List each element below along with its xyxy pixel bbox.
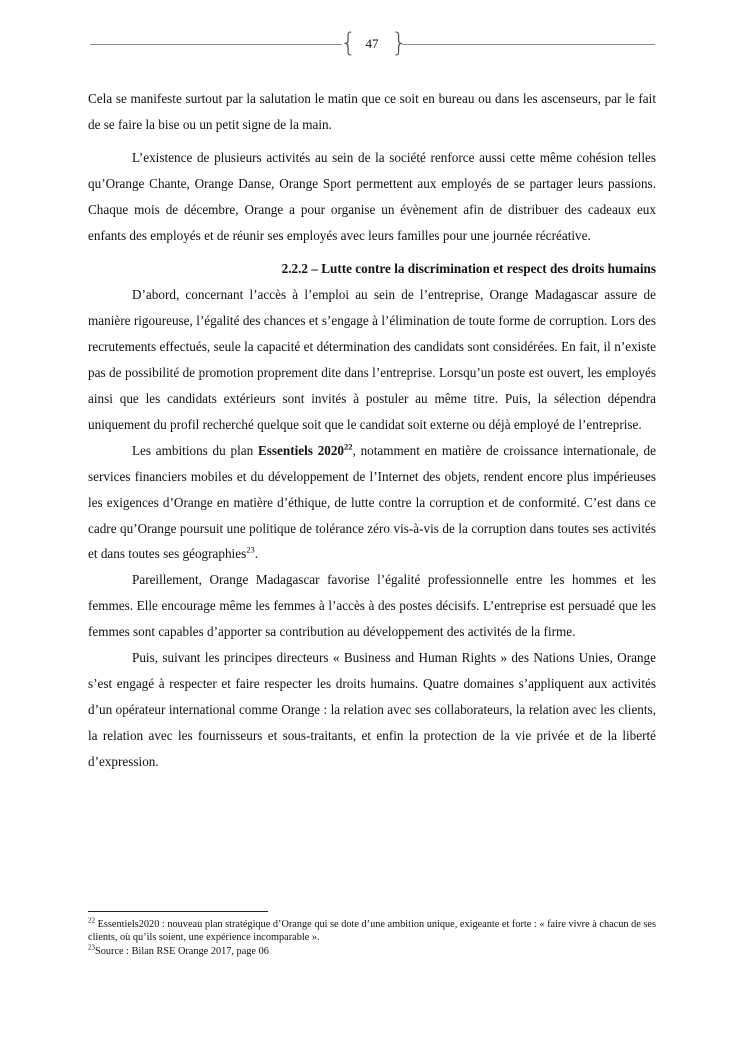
header-rule-right xyxy=(402,44,655,45)
paragraph-4-start: Les ambitions du plan xyxy=(132,442,258,458)
paragraph-1: Cela se manifeste surtout par la salutation le matin que ce soit en bureau ou dans les ascenseurs, par le fait de se faire la bise ou un petit signe de la main. xyxy=(88,91,656,132)
paragraph-2: L’existence de plusieurs activités au sein de la société renforce aussi cette même cohésion telles qu’Orange Chante, Orange Danse, Orange Sport permettent aux employés de se partager leurs passions. Chaque mois de décembre, Orange a pour organise un évènement afin de distribuer des cadeaux eux enfants des employés et de réunir ses employés avec leurs familles pour une journée récréative. xyxy=(88,149,656,243)
paragraph-6: Puis, suivant les principes directeurs « Business and Human Rights » des Nations Unies, Orange s’est engagé à respecter et faire respecter les droits humains. Quatre domaines s’appliquent aux activités d’un opérateur international comme Orange : la relation avec ses collaborateurs, la relation avec les clients, la relation avec les fournisseurs et sous-traitants, et enfin la protection de la vie privée et de la liberté d’expression. xyxy=(88,650,656,769)
footnote-23 xyxy=(88,945,656,958)
paragraph-3: D’abord, concernant l’accès à l’emploi au sein de l’entreprise, Orange Madagascar assure de manière rigoureuse, l’égalité des chances et s’engage à l’élimination de toute forme de corruption. Lors des recrutements effectués, seule la capacité et détermination des candidats sont considérées. En fait, il n’existe pas de possibilité de promotion proprement dite dans l’entreprise. Lorsqu’un poste est ouvert, les employés ainsi que les candidats extérieurs sont invités à postuler au même titre. Puis, la sélection dépendra uniquement du profil recherché quelque soit que le candidat soit externe ou déjà employé de l’entreprise. xyxy=(88,287,656,432)
footnote-ref-22: 22 xyxy=(344,441,353,452)
section-heading: 2.2.2 – Lutte contre la discrimination et respect des droits humains xyxy=(281,261,656,277)
footnote-separator xyxy=(88,911,268,912)
header-rule-left xyxy=(90,44,342,45)
paragraph-4 xyxy=(88,438,656,568)
right-brace-ornament: } xyxy=(391,28,408,58)
left-brace-ornament: { xyxy=(340,28,357,58)
paragraph-4-end: . xyxy=(254,546,259,562)
footnote-23-number: 23 xyxy=(88,943,95,952)
essentiels-2020-term: Essentiels 2020 xyxy=(257,442,345,458)
paragraph-4-rest: , notamment en matière de croissance internationale, de services financiers mobiles et du développement de l’Internet des objets, rendent encore plus impérieuses les exigences d’Orange en matière d’éthique, de lutte contre la corruption et de conformité. C’est dans ce cadre qu’Orange poursuit une politique de tolérance zéro vis-à-vis de la corruption dans toutes ses activités et dans toutes ses géographies xyxy=(88,442,656,562)
footnotes xyxy=(88,911,656,958)
footnote-23-text: Source : Bilan RSE Orange 2017, page 06 xyxy=(95,945,269,957)
footnote-22-text: Essentiels2020 : nouveau plan stratégique d’Orange qui se dote d’une ambition unique, exigeante et forte : « faire vivre à chacun de ses clients, où qu’ils soient, une expérience incomparable ». xyxy=(88,919,656,944)
page-header xyxy=(90,28,655,58)
footnote-22-number: 22 xyxy=(88,916,95,925)
paragraph-5: Pareillement, Orange Madagascar favorise l’égalité professionnelle entre les hommes et les femmes. Elle encourage même les femmes à l’accès à des postes décisifs. L’entreprise est persuadé que les femmes sont capables d’apporter sa contribution au développement des activités de la firme. xyxy=(88,572,656,640)
page-number: 47 xyxy=(365,36,379,51)
body-text xyxy=(88,86,656,775)
footnote-ref-23: 23 xyxy=(246,545,255,556)
footnote-22 xyxy=(88,918,656,945)
